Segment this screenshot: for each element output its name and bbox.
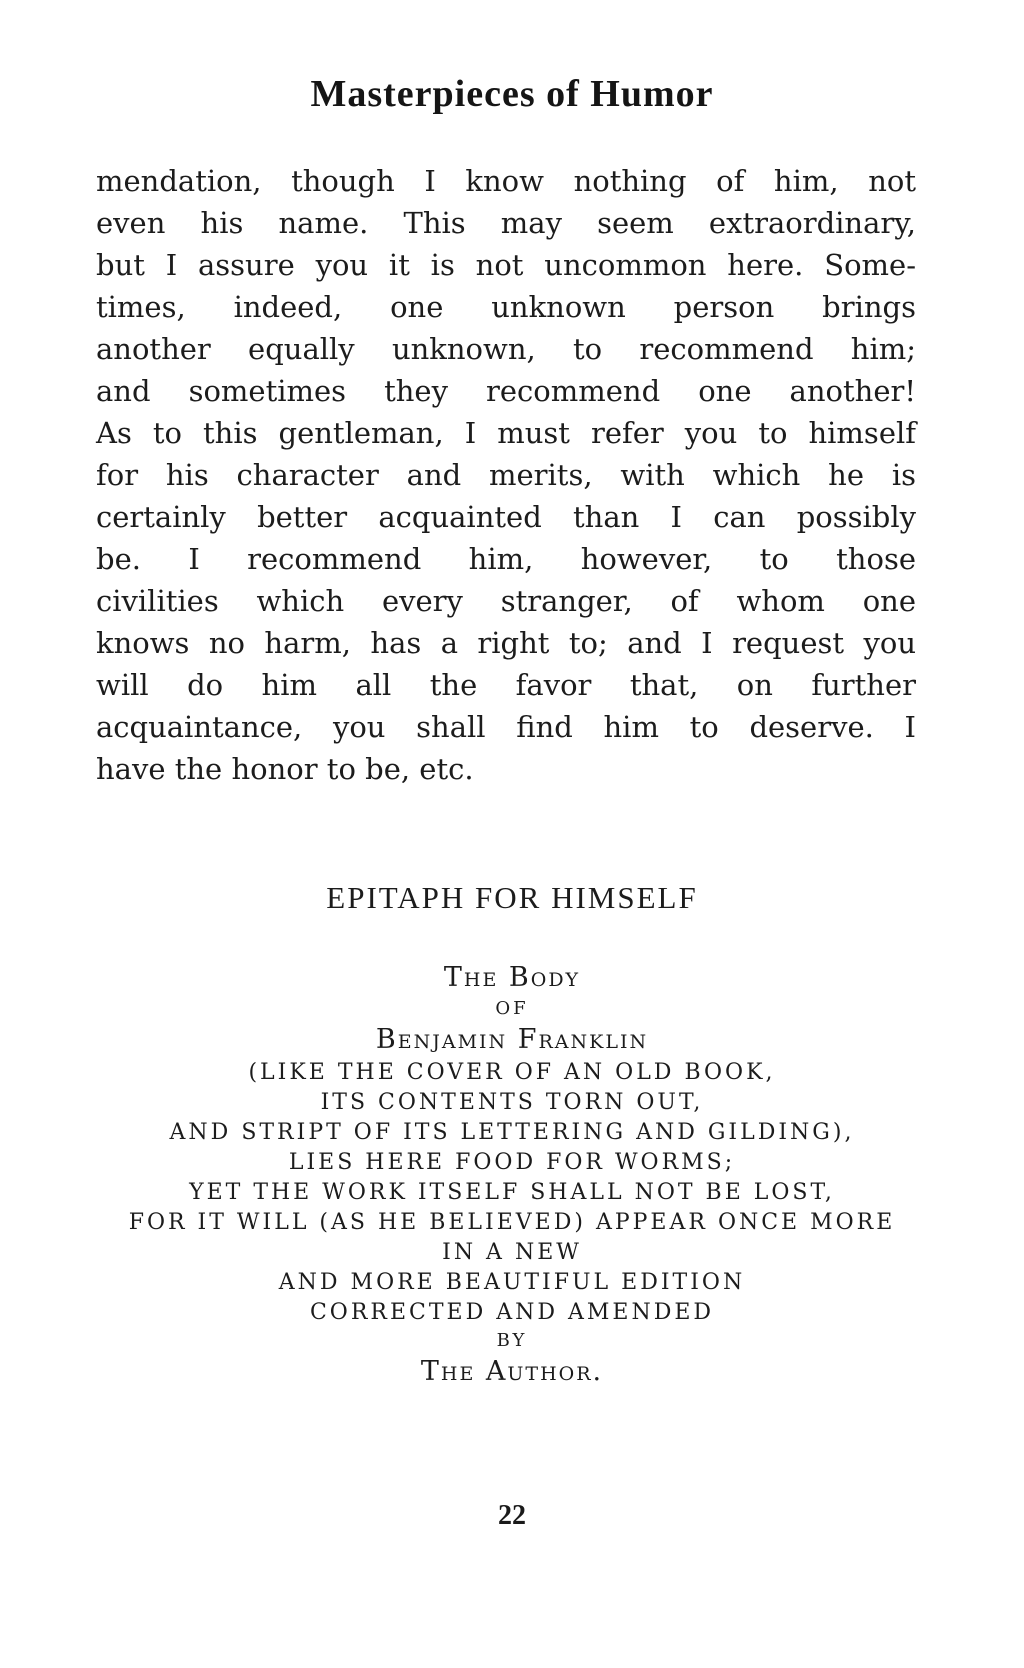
text-line: certainly better acquainted than I can possibly (96, 500, 916, 534)
text-line: for his character and merits, with which he is (96, 458, 916, 492)
epitaph-line: Benjamin Franklin (375, 1024, 649, 1055)
text-line: another equally unknown, to recommend him; (96, 332, 916, 366)
epitaph-line: OF (495, 998, 529, 1019)
epitaph-block (0, 960, 1024, 1390)
epitaph-line: LIES HERE FOOD FOR WORMS; (288, 1150, 736, 1175)
text-line: even his name. This may seem extraordinary, (96, 206, 916, 240)
epitaph-line: YET THE WORK ITSELF SHALL NOT BE LOST, (189, 1180, 835, 1205)
text-line: knows no harm, has a right to; and I request you (96, 626, 916, 660)
text-line: acquaintance, you shall find him to deserve. I (96, 710, 916, 744)
letter-body (96, 160, 916, 790)
text-line: will do him all the favor that, on further (96, 668, 916, 702)
epitaph-line: (LIKE THE COVER OF AN OLD BOOK, (248, 1060, 776, 1085)
text-line: but I assure you it is not uncommon here. Some- (96, 248, 916, 282)
epitaph-line: AND STRIPT OF ITS LETTERING AND GILDING), (169, 1120, 855, 1145)
epitaph-line: CORRECTED AND AMENDED (309, 1300, 715, 1325)
text-line: civilities which every stranger, of whom one (96, 584, 916, 618)
page-number: 22 (498, 1500, 526, 1531)
text-line: mendation, though I know nothing of him, not (96, 164, 916, 198)
text-line: As to this gentleman, I must refer you to himself (96, 416, 916, 450)
epitaph-line: The Author. (420, 1356, 604, 1387)
epitaph-line: BY (496, 1330, 528, 1351)
epitaph-line: AND MORE BEAUTIFUL EDITION (278, 1270, 746, 1295)
epitaph-line: FOR IT WILL (AS HE BELIEVED) APPEAR ONCE MORE (128, 1210, 896, 1235)
text-line: and sometimes they recommend one another! (96, 374, 916, 408)
epitaph-line: IN A NEW (442, 1240, 582, 1265)
text-line: be. I recommend him, however, to those (96, 542, 916, 576)
section-title: EPITAPH FOR HIMSELF (326, 880, 698, 915)
text-line: times, indeed, one unknown person brings (96, 290, 916, 324)
epitaph-line: ITS CONTENTS TORN OUT, (320, 1090, 704, 1115)
running-title: Masterpieces of Humor (310, 73, 714, 115)
text-line: have the honor to be, etc. (96, 752, 474, 786)
epitaph-line: The Body (443, 962, 581, 993)
